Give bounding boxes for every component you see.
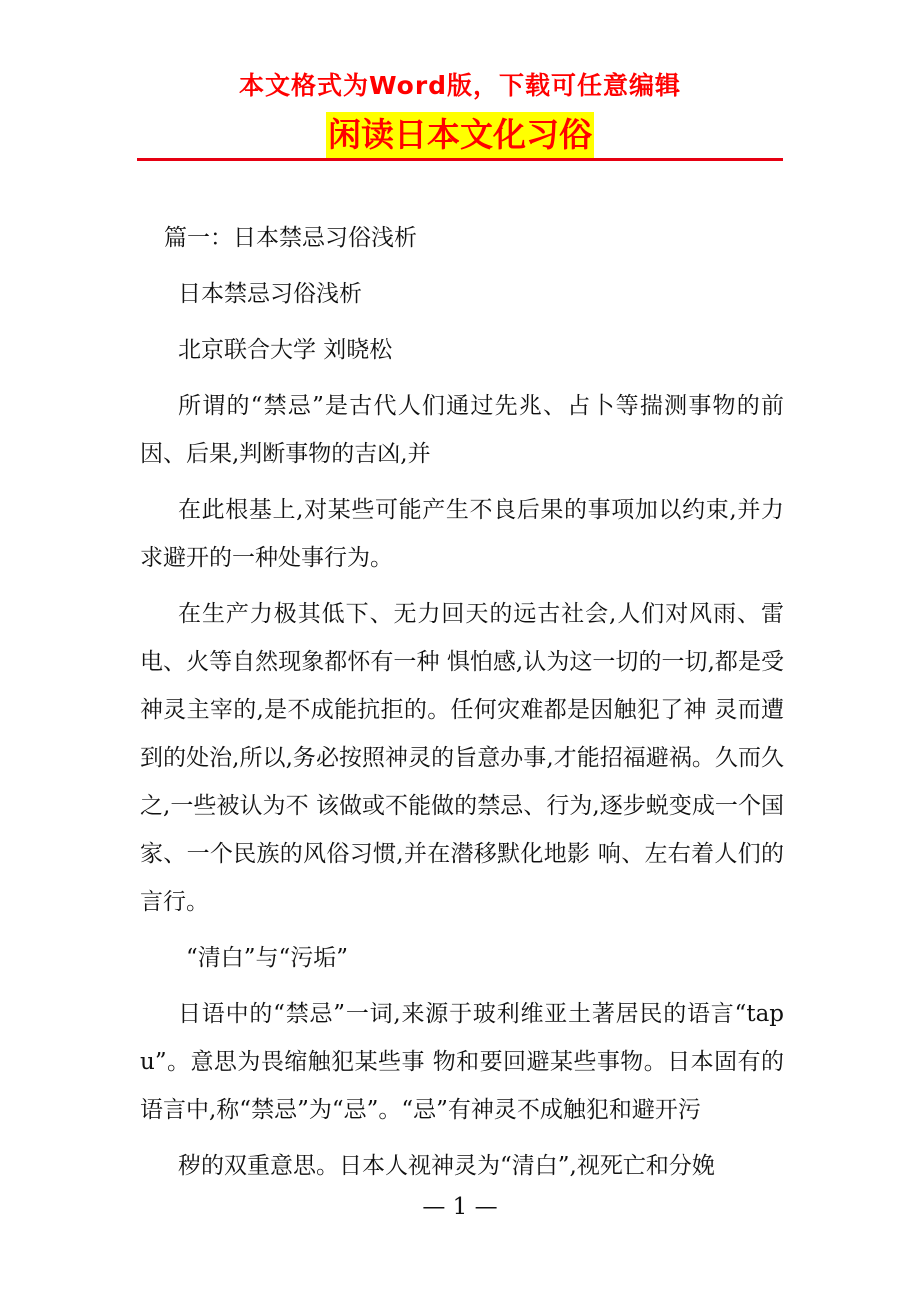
section-heading: 篇一：日本禁忌习俗浅析	[164, 225, 417, 251]
article-body	[140, 214, 784, 1198]
paragraph: 秽的双重意思。日本人视神灵为“清白”,视死亡和分娩	[178, 1153, 715, 1179]
paragraph: 在生产力极其低下、无力回天的远古社会,人们对风雨、雷电、火等自然现象都怀有一种 惧怕感,认为这一切的一切,都是受神灵主宰的,是不成能抗拒的。任何灾难都是因触犯了神 灵而遭到的处治,所以,务必按照神灵的旨意办事,才能招福避祸。久而久之,一些被认为不 该做或不能做的禁忌、行为,逐步蜕变成一个国家、一个民族的风俗习惯,并在潜移默化地影 响、左右着人们的言行。	[140, 601, 784, 915]
document-title-text: 闲读日本文化习俗	[326, 112, 594, 158]
page-number: — 1 —	[422, 1194, 498, 1220]
title-divider	[137, 158, 783, 161]
download-banner: 本文格式为Word版，下载可任意编辑	[238, 71, 682, 100]
author-line: 北京联合大学 刘晓松	[178, 337, 393, 363]
paragraph: 日语中的“禁忌”一词,来源于玻利维亚土著居民的语言“tapu”。意思为畏缩触犯某些事 物和要回避某些事物。日本固有的语言中,称“禁忌”为“忌”。“忌”有神灵不成触犯和避开污	[140, 1001, 784, 1123]
paragraph: 在此根基上,对某些可能产生不良后果的事项加以约束,并力求避开的一种处事行为。	[140, 497, 784, 571]
paragraph: 所谓的“禁忌”是古代人们通过先兆、占卜等揣测事物的前因、后果,判断事物的吉凶,并	[140, 393, 784, 467]
subheading: “清白”与“污垢”	[186, 945, 349, 971]
article-title: 日本禁忌习俗浅析	[178, 281, 362, 307]
